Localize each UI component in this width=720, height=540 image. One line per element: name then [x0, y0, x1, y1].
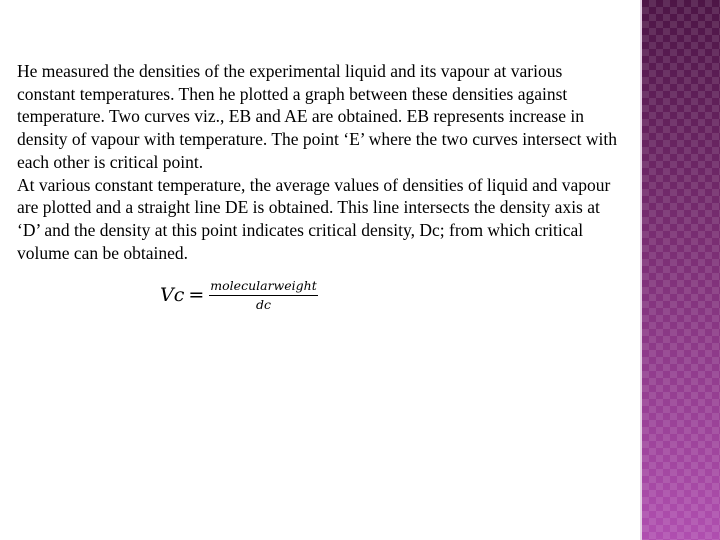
paragraph-measurement: He measured the densities of the experimental liquid and its vapour at various constant temperatures. Then he plotted a graph between these densities against temperature. Two curves viz., EB and AE are obtained. EB represents increase in density of vapour with temperature. The point ‘E’ where the two curves intersect with each other is critical point.: [17, 61, 617, 172]
paragraph-critical-density: At various constant temperature, the average values of densities of liquid and vapour are plotted and a straight line DE is obtained. This line intersects the density axis at ‘D’ and the density at this point indicates critical density, Dc; from which critical volume can be obtained.: [17, 174, 611, 263]
formula-denominator: dc: [256, 296, 272, 312]
body-text: [17, 60, 617, 264]
formula-lhs: Vc: [160, 284, 185, 306]
formula-numerator: molecularweight: [209, 279, 317, 296]
critical-volume-formula: [160, 278, 318, 312]
formula-fraction: [209, 279, 317, 312]
formula-equals: =: [188, 284, 205, 306]
decorative-side-band: [640, 0, 720, 540]
